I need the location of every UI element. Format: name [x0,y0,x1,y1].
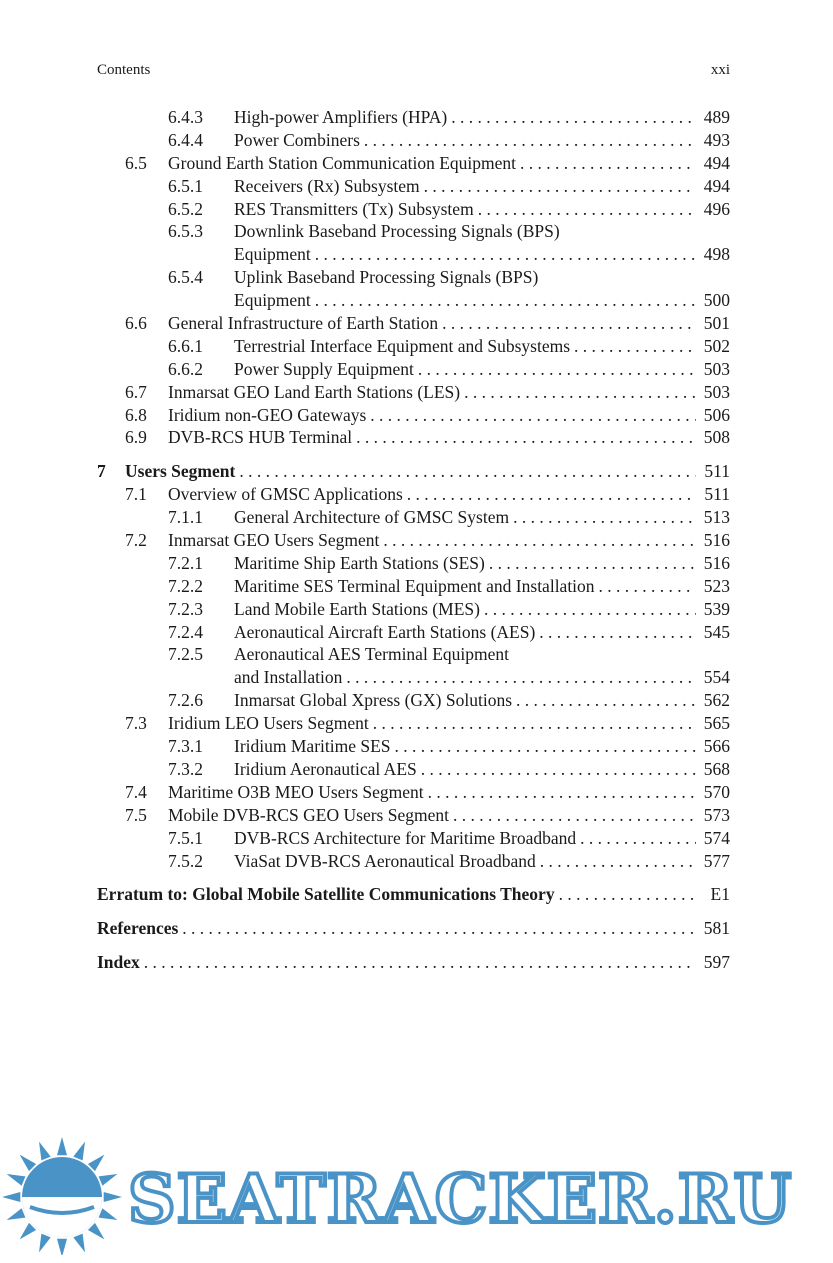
dot-leader [453,804,696,827]
dot-leader [513,506,696,529]
toc-entry-number: 6.5.2 [168,198,203,219]
toc-entry-page: 562 [703,690,730,711]
toc-entry-title: Ground Earth Station Communication Equipment [168,152,517,173]
sun-ray [39,1234,51,1253]
toc-entry-number: 7.3.1 [168,736,203,757]
dot-leader [464,381,696,404]
table-of-contents [97,106,730,974]
dot-leader [315,243,696,266]
toc-entry-title: ViaSat DVB-RCS Aeronautical Broadband [234,850,536,871]
toc-entry-page: 516 [703,552,730,573]
toc-entry[interactable] [97,404,730,427]
running-header-title: Contents [97,62,151,78]
sun-ray [39,1142,51,1161]
toc-entry-number: 6.8 [125,404,147,425]
toc-entry[interactable] [97,621,730,644]
toc-entry-number: 6.6.2 [168,358,203,379]
toc-entry[interactable] [97,598,730,621]
toc-entry-number: 7 [97,461,106,482]
sun-ray [7,1208,26,1220]
sun-icon [2,1137,122,1255]
toc-entry-page: 574 [703,827,730,848]
dot-leader [364,129,696,152]
dot-leader [451,106,696,129]
toc-entry-page: 511 [704,484,730,505]
toc-entry-page: 568 [703,758,730,779]
dot-leader [539,621,696,644]
toc-entry-number: 6.6 [125,313,147,334]
toc-entry[interactable] [97,220,730,243]
toc-entry-number: 7.1.1 [168,507,203,528]
sun-ray [7,1174,26,1186]
toc-entry[interactable] [97,827,730,850]
sun-ray [57,1239,67,1255]
toc-entry-page: 501 [703,313,730,334]
toc-entry-page: 500 [703,290,730,311]
toc-entry-title: High-power Amplifiers (HPA) [234,107,448,127]
toc-entry-page: 494 [703,175,730,196]
toc-entry[interactable] [97,483,730,506]
toc-entry[interactable] [97,917,730,940]
toc-entry-title: Equipment [234,290,311,311]
dot-leader [520,152,696,175]
toc-entry-title: Aeronautical Aircraft Earth Stations (AES) [234,621,536,642]
toc-entry-number: 7.2.2 [168,575,203,596]
toc-entry-page: 511 [704,461,730,482]
toc-entry-number: 7.2.5 [168,644,203,665]
toc-entry-number: 7.1 [125,484,147,505]
toc-entry-title: DVB-RCS HUB Terminal [168,427,353,448]
toc-entry[interactable] [97,758,730,781]
toc-entry-page: 577 [703,850,730,871]
toc-entry-page: 597 [703,952,730,973]
running-header [97,62,730,79]
toc-entry-page: 516 [703,530,730,551]
toc-entry[interactable] [97,381,730,404]
toc-entry-page: E1 [710,884,730,905]
toc-entry-title: Iridium non-GEO Gateways [168,404,367,425]
sun-ray [2,1192,20,1202]
toc-entry-title: Power Supply Equipment [234,358,414,379]
toc-entry-title: General Infrastructure of Earth Station [168,313,439,334]
toc-entry-page: 493 [703,129,730,150]
sun-ray [73,1234,85,1253]
toc-entry[interactable] [97,289,730,312]
toc-entry[interactable] [97,735,730,758]
toc-entry-page: 496 [703,198,730,219]
toc-entry-title: Iridium LEO Users Segment [168,713,369,734]
sun-ray [20,1155,37,1172]
dot-leader [373,712,696,735]
sun-ray [99,1208,118,1220]
dot-leader [356,426,696,449]
toc-entry-page: 506 [703,404,730,425]
toc-entry-title: Mobile DVB-RCS GEO Users Segment [168,804,449,825]
toc-entry-number: 6.5.4 [168,267,203,288]
toc-entry-page: 539 [703,598,730,619]
dot-leader [580,827,696,850]
toc-entry[interactable] [97,883,730,906]
toc-entry-title: Index [97,952,140,973]
toc-entry-page: 494 [703,152,730,173]
toc-entry[interactable] [97,850,730,873]
toc-entry-title: Inmarsat Global Xpress (GX) Solutions [234,690,513,711]
dot-leader [315,289,696,312]
toc-entry[interactable] [97,460,730,483]
toc-entry[interactable] [97,198,730,221]
dot-leader [395,735,696,758]
toc-entry[interactable] [97,781,730,804]
toc-entry-title: Maritime Ship Earth Stations (SES) [234,552,485,573]
toc-entry-title: Maritime O3B MEO Users Segment [168,781,424,802]
toc-entry-number: 7.5.1 [168,827,203,848]
toc-entry-page: 503 [703,358,730,379]
toc-entry-title: Downlink Baseband Processing Signals (BPS) [234,221,560,242]
toc-entry-page: 489 [703,107,730,127]
toc-entry-page: 554 [703,667,730,688]
toc-entry-number: 7.2.6 [168,690,203,711]
dot-leader [574,335,696,358]
toc-entry-number: 7.2.1 [168,552,203,573]
toc-entry[interactable] [97,529,730,552]
toc-entry-number: 7.4 [125,781,147,802]
toc-entry-page: 565 [703,713,730,734]
toc-entry-number: 6.5.1 [168,175,203,196]
sun-ray [73,1142,85,1161]
toc-entry[interactable] [97,666,730,689]
toc-entry-page: 498 [703,244,730,265]
toc-entry-title: Maritime SES Terminal Equipment and Installation [234,575,595,596]
toc-entry[interactable] [97,266,730,289]
toc-entry-title: and Installation [234,667,343,688]
toc-entry-number: 6.6.1 [168,335,203,356]
dot-leader [559,883,696,906]
toc-entry-title: Terrestrial Interface Equipment and Subsystems [234,335,571,356]
dot-leader [540,850,696,873]
dot-leader [182,917,696,940]
toc-entry-number: 6.5.3 [168,221,203,242]
toc-entry-title: Users Segment [125,461,236,482]
sun-ray [99,1174,118,1186]
toc-entry-page: 573 [703,804,730,825]
toc-entry-page: 581 [703,918,730,939]
toc-entry-number: 6.4.3 [168,107,203,127]
toc-entry-title: Land Mobile Earth Stations (MES) [234,598,480,619]
toc-entry-title: Equipment [234,244,311,265]
toc-entry[interactable] [97,175,730,198]
dot-leader [421,758,696,781]
toc-entry[interactable] [97,243,730,266]
toc-entry[interactable] [97,689,730,712]
toc-entry-number: 7.3 [125,713,147,734]
toc-entry[interactable] [97,506,730,529]
toc-entry-title: RES Transmitters (Tx) Subsystem [234,198,474,219]
toc-entry-page: 503 [703,381,730,402]
toc-entry-page: 570 [703,781,730,802]
dot-leader [346,666,696,689]
toc-entry[interactable] [97,152,730,175]
toc-entry-title: Erratum to: Global Mobile Satellite Communications Theory [97,884,555,905]
dot-leader [418,358,696,381]
toc-entry-number: 6.5 [125,152,147,173]
toc-entry-number: 7.2.3 [168,598,203,619]
toc-entry[interactable] [97,643,730,666]
toc-entry-title: Power Combiners [234,129,360,150]
toc-entry[interactable] [97,804,730,827]
dot-leader [478,198,696,221]
toc-entry[interactable] [97,951,730,974]
toc-entry[interactable] [97,335,730,358]
toc-entry-number: 6.7 [125,381,147,402]
toc-entry-number: 6.4.4 [168,129,203,150]
toc-entry-title: Aeronautical AES Terminal Equipment [234,644,509,665]
dot-leader [442,312,696,335]
dot-leader [516,689,696,712]
toc-entry-title: References [97,918,179,939]
toc-entry-page: 523 [703,575,730,596]
toc-entry-title: Inmarsat GEO Users Segment [168,530,380,551]
dot-leader [599,575,696,598]
toc-entry[interactable] [97,129,730,152]
dot-leader [370,404,696,427]
toc-entry[interactable] [97,358,730,381]
toc-entry-page: 508 [703,427,730,448]
dot-leader [424,175,696,198]
toc-entry-title: General Architecture of GMSC System [234,507,510,528]
watermark-text: SEATRACKER.RU [128,1160,793,1238]
toc-entry-page: 502 [703,335,730,356]
page-number: xxi [710,62,730,78]
toc-entry[interactable] [97,106,730,129]
toc-entry[interactable] [97,575,730,598]
toc-entry[interactable] [97,426,730,449]
sun-ray [57,1137,67,1155]
dot-leader [407,483,696,506]
toc-entry-page: 545 [703,621,730,642]
dot-leader [383,529,696,552]
sun-ray [88,1155,105,1172]
toc-entry-title: Uplink Baseband Processing Signals (BPS) [234,267,539,288]
toc-entry[interactable] [97,712,730,735]
toc-entry-number: 7.5 [125,804,147,825]
toc-entry-page: 513 [703,507,730,528]
dot-leader [428,781,696,804]
toc-entry-title: DVB-RCS Architecture for Maritime Broadband [234,827,577,848]
dot-leader [239,460,696,483]
dot-leader [489,552,696,575]
sun-ray [20,1223,37,1240]
toc-entry[interactable] [97,312,730,335]
sun-ray [104,1192,122,1202]
toc-entry-number: 7.3.2 [168,758,203,779]
toc-entry-title: Receivers (Rx) Subsystem [234,175,420,196]
toc-entry-title: Overview of GMSC Applications [168,484,403,505]
toc-entry-page: 566 [703,736,730,757]
toc-entry-number: 7.2 [125,530,147,551]
toc-entry-title: Iridium Maritime SES [234,736,391,757]
toc-entry-number: 7.2.4 [168,621,203,642]
dot-leader [484,598,696,621]
toc-entry-number: 7.5.2 [168,850,203,871]
sun-ray [88,1223,105,1240]
toc-entry[interactable] [97,552,730,575]
toc-entry-title: Iridium Aeronautical AES [234,758,417,779]
dot-leader [144,951,696,974]
toc-entry-title: Inmarsat GEO Land Earth Stations (LES) [168,381,461,402]
toc-entry-number: 6.9 [125,427,147,448]
